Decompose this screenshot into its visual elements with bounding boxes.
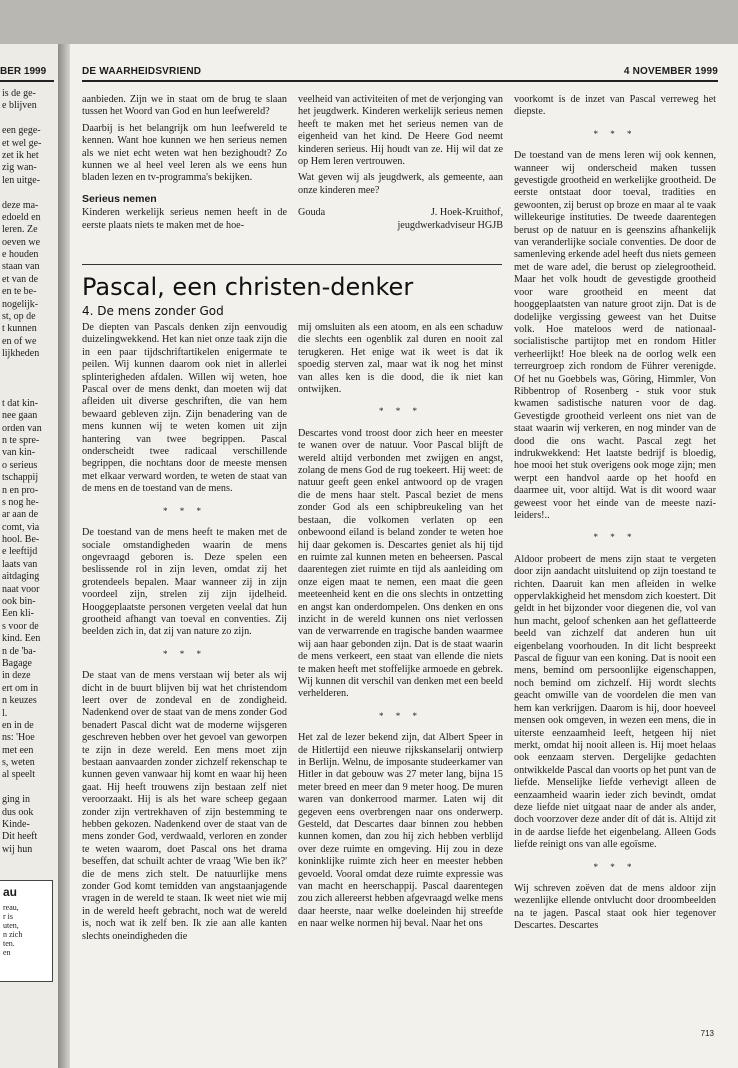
previous-page-line: comt, via bbox=[2, 521, 40, 533]
previous-page-line: l. bbox=[2, 707, 8, 719]
paragraph: veelheid van activiteiten of met de verjonging van het jeugdwerk. Kinderen werkelijk serieus nemen heeft te maken met het serieus nemen van de eigenheid van het kind. De Heere God neemt kinderen serieus. Hij houdt van ze. Hij wil dat ze op Hem leren vertrouwen. bbox=[298, 94, 503, 168]
previous-page-line: e leeftijd bbox=[2, 546, 38, 558]
paragraph: De toestand van de mens heeft te maken met de sociale omstandigheden waarin de mens ongevraagd geboren is. Deze spelen een beslissende rol in zijn leven, omdat zij het grotendeels bepalen. Maar wanneer zij in zijn voordeel zijn, strelen zij zijn ijdelheid. Hooggeplaatste personen vergeten veelal dat hun grootheid afhangt van toeval en conventies. Zij beelden zich in, dat zij van nature zo zijn. bbox=[82, 527, 287, 638]
previous-page-line: Dit heeft bbox=[2, 831, 38, 843]
previous-page-line: wij hun bbox=[2, 843, 33, 855]
previous-page-rule bbox=[0, 80, 54, 82]
previous-page-line: t dat kin- bbox=[2, 397, 39, 409]
paragraph: Aldoor probeert de mens zijn staat te vergeten door zijn aandacht uitsluitend op zijn toestand te richten. Daaruit kan men afleiden in welke oppervlakkigheid het mensdom zich koestert. Dit geldt in het bijzonder voor diegenen die, vol van hun macht, geloof schenken aan het geflatteerde beeld van zichzelf dat anderen hun uit eigenbelang voorhouden. In dit licht bespreekt Pascal de figuur van een koning. Dat is nooit een mens, bemind om persoonlijke eigenschappen, noch bemind om zichzelf. Hij wordt slechts geacht omwille van de voordelen die men van hem kan verkrijgen. Daarom is hij, door hoeveel mensen ook omgeven, in wezen een mens, die in uiterste eenzaamheid leeft, hetgeen hij niet merkt, omdat hij nooit alleen is. Hij moet helaas ook eenzaam sterven. Dergelijke gedachten ontwikkelde Pascal dan voorts op het punt van de liefde. Menselijke liefde verhevigt alleen de eenzaamheid waarin ieder zich bevindt, omdat deze liefde niet uitgaat naar de ander als ander, doch voorzover deze ander dít of dát is. Altijd zit in de aardse liefde het eigenbelang. Alleen Gods liefde reinigt ons van alle egoïsme. bbox=[514, 553, 717, 851]
previous-page-line: len uitge- bbox=[2, 174, 41, 186]
previous-page-line: deze ma- bbox=[2, 199, 39, 211]
previous-page-line: al speelt bbox=[2, 769, 36, 781]
article-divider bbox=[82, 264, 502, 265]
previous-page-line: oeven we bbox=[2, 236, 41, 248]
publication-name: DE WAARHEIDSVRIEND bbox=[82, 66, 202, 77]
previous-page-line: e blijven bbox=[2, 100, 37, 112]
section-separator: * * * bbox=[593, 128, 637, 139]
paragraph: De toestand van de mens leren wij ook kennen, wanneer wij onderscheid maken tussen gevestigde grootheid en werkelijke grootheid. De eerste ontstaat door toeval, tradities en gewoonten, zij berust op broze en maar al te vaak willekeurige instituties. De tweede daarentegen berust op de natuur en is geenszins afhankelijk van veranderlijke sociale conventies. De door de samenleving erkende adel heeft dus niets gemeen met de ware adel, die berust op zielegrootheid. Maar het volk houdt de gevestigde grootheid voor ware grootheid en meent dat hooggeplaatsten van nature groot zijn. Dat is de dodelijke vergissing geweest van het Duitse volk. Hoe mateloos werd de nationaal-socialistische partijtop met en rondom Hitler verheerlijkt! Hoe bleek na de oorlog welk een terreurgroep zich rondom de Führer verenigde. Of het nu Goebbels was, Göring, Himmler, Von Ribbentrop of Rosenberg - stuk voor stuk kwamen sadistische naturen voor de dag. Gevestigde grootheid verleent ons niet van de staat waarin wij verkeren, en nog minder van de dood die ons wacht. Pascal zegt het indrukwekkend: Het laatste bedrijf is bloedig, hoe mooi het stuk overigens ook moge zijn; men werpt een handvol aarde op het hoofd en daarmee uit, voor altijd. Wat is dit woord waar geweest voor het einde van de meeste nazi-leiders!.. bbox=[514, 150, 716, 521]
article-column-1 bbox=[82, 322, 287, 947]
top-article-column-1 bbox=[82, 94, 287, 236]
previous-page-line: s voor de bbox=[2, 620, 39, 632]
previous-page-line: s, weten bbox=[2, 757, 35, 769]
previous-page-box-line: reau, bbox=[3, 903, 19, 912]
previous-page-line: Een kli- bbox=[2, 608, 34, 620]
previous-page-line: Kinde- bbox=[2, 819, 30, 831]
previous-page-header: BER 1999 bbox=[0, 66, 47, 77]
section-separator: * * * bbox=[593, 532, 637, 543]
previous-page-line: zig wan- bbox=[2, 162, 37, 174]
previous-page-box-line: en bbox=[3, 948, 11, 957]
header-rule bbox=[82, 80, 718, 82]
article-column-3 bbox=[514, 94, 716, 937]
previous-page-line: is de ge- bbox=[2, 88, 36, 99]
previous-page-line: nogelijk- bbox=[2, 298, 39, 310]
magazine-page bbox=[70, 44, 738, 1068]
previous-page-line: een gege- bbox=[2, 125, 41, 137]
previous-page-line: laats van bbox=[2, 558, 38, 570]
previous-page-line: kind. Een bbox=[2, 633, 41, 645]
section-separator: * * * bbox=[593, 861, 637, 872]
previous-page-line: n keuzes bbox=[2, 695, 37, 707]
section-separator: * * * bbox=[379, 710, 422, 721]
previous-page-line: e houden bbox=[2, 249, 39, 261]
paragraph: De staat van de mens verstaan wij beter als wij dicht in de buurt blijven bij wat het christendom leert over de zondeval en de zondigheid. Nadenkend over de staat van de mens zonder God benadert Pascal dicht wat de moderne wijsgeren geschreven hebben over het gevoel van geworpen te zijn in deze wereld. Een mens moet zijn bestaan aanvaarden zonder zichzelf rekenschap te kunnen geven vanwaar hij komt en waar hij heen gaat. Hij heeft trouwens zijn bestaan zelf niet veroorzaakt. Hij is als het ware scheep gegaan zonder zijn vertrekhaven of zijn bestemming te hebben gekozen. Nadenkend over de staat van de mens zonder God, verdwaald, verloren en zonder te weten waarom, doet Pascal ons het drama beseffen, dat schuilt achter de vraag 'Wie ben ik?' die de mens zich stelt. De natuurlijke mens zonder God komt temidden van angstaanjagende vragen in de wereld te staan. Ik weet niet wie mij in de wereld heeft gebracht, noch wat de wereld is, noch wat ik zelf ben. Ik zie aan alle kanten slechts oneindigheden die bbox=[82, 670, 287, 942]
paragraph: aanbieden. Zijn we in staat om de brug te slaan tussen het Woord van God en hun leefwereld? bbox=[82, 94, 287, 118]
paragraph: Kinderen werkelijk serieus nemen heeft in de eerste plaats niets te maken met de hoe- bbox=[82, 207, 287, 231]
previous-page-box-title: au bbox=[3, 885, 18, 899]
previous-page-line: et van de bbox=[2, 273, 39, 285]
previous-page-line bbox=[2, 361, 42, 373]
paragraph: Wij schreven zoëven dat de mens aldoor zijn wezenlijke ellende ontvlucht door droombeelden na te jagen. Pascal staat ook hier tegenover Descartes. Descartes bbox=[514, 882, 716, 932]
previous-page-box-line: n zich bbox=[3, 930, 23, 939]
previous-page-line: ert om in bbox=[2, 682, 39, 694]
previous-page-line: ging in bbox=[2, 794, 31, 806]
article-column-2 bbox=[298, 322, 503, 935]
article-subtitle: 4. De mens zonder God bbox=[82, 304, 224, 318]
previous-page-line: t kunnen bbox=[2, 323, 37, 335]
previous-page-line: staan van bbox=[2, 261, 40, 273]
paragraph: Daarbij is het belangrijk om hun leefwereld te kennen. Want hoe kunnen we hen serieus nemen als we niet echt weten wat hen bezighoudt? Zo kunnen we al heel veel leren als we eens hun bladen lezen en tv-programma's bekijken. bbox=[82, 122, 287, 184]
paragraph: Descartes vond troost door zich heer en meester te wanen over de natuur. Voor Pascal blijft de wereld altijd verbonden met zwijgen en angst, zolang de mens God de rug toekeert. Hij weet: de natuur geeft geen enkel antwoord op de vragen die de mens haar stelt. Pascal beziet de mens zonder God als een schipbreukeling van het bestaan, die volkomen verlaten op een onbewoond eiland is beland zonder te weten hoe hij daar gekomen is. Descartes geniet als hij tijd en ruimte zal kunnen meten en beheersen. Pascal daarentegen ziet ruimte en tijd als aanleiding om onze eigen maat te nemen, een maat die geen meeteenheid kent en die ons slechts in ontzetting en angst kan onderdompelen. Ons denken en ons inzicht in de wereld kunnen ons niet verlossen van de verwarrende en tragische banden waarmee wij aan haar gebonden zijn. Dat is de staat waarin de mens verkeert, een staat van ellende die niets te maken heeft met stoffelijke armoede en gebrek. Wij kunnen dit verschil van denken met een beeld verhelderen. bbox=[298, 427, 503, 700]
top-article-column-2 bbox=[298, 94, 503, 232]
page-fold bbox=[58, 44, 70, 1068]
previous-page-line: o serieus bbox=[2, 459, 38, 471]
previous-page-line: en in de bbox=[2, 719, 34, 731]
previous-page-line: st, op de bbox=[2, 311, 36, 323]
previous-page-strip bbox=[0, 44, 59, 1068]
previous-page-line: ook bin- bbox=[2, 596, 36, 608]
previous-page-line bbox=[2, 187, 42, 199]
paragraph: Wat geven wij als jeugdwerk, als gemeente, aan onze kinderen mee? bbox=[298, 172, 503, 196]
previous-page-line: edoeld en bbox=[2, 211, 41, 223]
previous-page-line: en of we bbox=[2, 335, 37, 347]
previous-page-line: in deze bbox=[2, 670, 31, 682]
previous-page-line: n en pro- bbox=[2, 484, 39, 496]
previous-page-line: zet ik het bbox=[2, 149, 39, 161]
issue-date: 4 NOVEMBER 1999 bbox=[623, 66, 718, 77]
previous-page-box-text bbox=[0, 903, 52, 957]
paragraph: Het zal de lezer bekend zijn, dat Albert Speer in de Hitlertijd een nieuwe rijkskanselarij ontwierp in Berlijn. Welnu, de imposante studeerkamer van Hitler in dat gebouw was 27 meter lang, bijna 15 meter breed en meer dan 9 meter hoog. De muren waren van donkerrood marmer. Laten wij dit gegeven eens overbrengen naar ons onderwerp. Gesteld, dat Descartes daar binnen zou hebben kunnen komen, dan zou hij zich hebben verblijd over deze ruimte en omgeving. Hij zou in deze koninklijke ruimte zich heer en meester hebben gevoeld. Vooral omdat deze ruimte expressie was van macht en heerschappij. Pascal daarentegen zou zich allereerst hebben afgevraagd welke mens daar heerste, naar welke doeleinden hij streefde en naar welke normen hij beval. Naar het ons bbox=[298, 732, 503, 930]
previous-page-line: naat voor bbox=[2, 583, 40, 595]
signature-name: J. Hoek-Kruithof, bbox=[430, 207, 503, 219]
paragraph: De diepten van Pascals denken zijn eenvoudig duizelingwekkend. Het kan niet onze taak zijn die in een paar tijdschriftartikelen enigermate te peilen. Wij kunnen daarom ook niet in allerlei splinterigheden afdalen. Willen wij weten, hoe Pascal over de mens denkt, dan moeten wij dat afleiden uit diverse geschriften, die van hem bewaard gebleven zijn. Zijn benadering van de mens kunnen wij te weten komen uit zijn hantering van twee begrippen. Pascal onderscheidt twee radicaal verschillende begrippen, die nochtans door de meeste mensen met elkaar verward worden, te weten de staat van de mens en de toestand van de mens. bbox=[82, 322, 287, 495]
previous-page-text bbox=[2, 88, 42, 856]
previous-page-line: lijkheden bbox=[2, 348, 40, 360]
section-separator: * * * bbox=[163, 505, 206, 516]
previous-page-box bbox=[0, 880, 53, 982]
previous-page-line: hool. Be- bbox=[2, 534, 40, 546]
previous-page-line bbox=[2, 385, 42, 397]
previous-page-line: ns: 'Hoe bbox=[2, 732, 35, 744]
signature-place: Gouda bbox=[298, 207, 326, 219]
previous-page-line: van kin- bbox=[2, 447, 36, 459]
previous-page-line: dus ook bbox=[2, 806, 34, 818]
article-title: Pascal, een christen-denker bbox=[82, 273, 414, 301]
previous-page-line: ar aan de bbox=[2, 509, 39, 521]
signature-role: jeugdwerkadviseur HGJB bbox=[397, 219, 503, 231]
previous-page-line: Bagage bbox=[2, 657, 32, 669]
previous-page-line: nee gaan bbox=[2, 410, 38, 422]
previous-page-line: et wel ge- bbox=[2, 137, 42, 149]
section-separator: * * * bbox=[163, 648, 206, 659]
subheading: Serieus nemen bbox=[82, 192, 157, 205]
previous-page-line: s nog he- bbox=[2, 496, 39, 508]
running-header bbox=[82, 66, 718, 80]
previous-page-line: leren. Ze bbox=[2, 224, 38, 236]
section-separator: * * * bbox=[379, 406, 422, 417]
paragraph: mij omsluiten als een atoom, en als een schaduw die slechts een ogenblik zal duren en nooit zal terugkeren. Het enige wat ik weet is dat ik spoedig sterven zal, maar wat ik nog het minst van alles ken is die dood, die ik niet kan ontwijken. bbox=[298, 322, 503, 396]
paragraph: voorkomt is de inzet van Pascal verreweg het diepste. bbox=[514, 94, 716, 118]
previous-page-line bbox=[2, 782, 42, 794]
previous-page-line bbox=[2, 113, 42, 125]
previous-page-line: aitdaging bbox=[2, 571, 40, 583]
previous-page-line: n te spre- bbox=[2, 434, 40, 446]
previous-page-box-line: r is bbox=[3, 912, 13, 921]
signature bbox=[298, 207, 503, 219]
previous-page-box-line: uten, bbox=[3, 921, 19, 930]
previous-page-line: en te be- bbox=[2, 286, 37, 298]
previous-page-line: tschappij bbox=[2, 472, 39, 484]
previous-page-line: n de 'ba- bbox=[2, 645, 37, 657]
previous-page-line: met een bbox=[2, 744, 34, 756]
previous-page-box-line: ten. bbox=[3, 939, 15, 948]
page-number: 713 bbox=[700, 1029, 714, 1038]
previous-page-line bbox=[2, 373, 42, 385]
previous-page-line: orden van bbox=[2, 422, 42, 434]
